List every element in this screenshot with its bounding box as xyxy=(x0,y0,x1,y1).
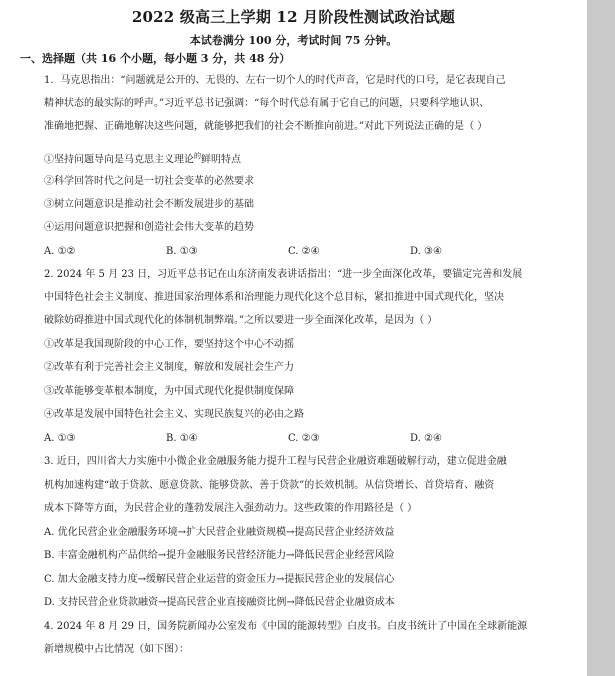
q3-option-b: B. 丰富金融机构产品供给→提升金融服务民营经济能力→降低民营企业经营风险 xyxy=(44,550,395,561)
viewer-scrollbar-track[interactable] xyxy=(587,0,615,676)
q2-stem-line-3: 破除妨碍推进中国式现代化的体制机制弊端。”之所以要进一步全面深化改革，是因为（ ） xyxy=(44,315,438,326)
q2-stem-line-1: 2. 2024 年 5 月 23 日，习近平总书记在山东济南发表讲话指出：“进一步全面深化改革，要锚定完善和发展 xyxy=(44,269,523,280)
exam-subtitle: 本试卷满分 100 分，考试时间 75 分钟。 xyxy=(189,34,398,47)
q2-statement-1: ①改革是我国现阶段的中心工作，要坚持这个中心不动摇 xyxy=(44,339,294,350)
section-heading: 一、选择题（共 16 个小题，每小题 3 分，共 48 分） xyxy=(20,52,291,65)
q1-statement-1-text: ①坚持问题导向是马克思主义理论 xyxy=(44,154,194,166)
q2-statement-4: ④改革是发展中国特色社会主义、实现民族复兴的必由之路 xyxy=(44,409,304,420)
q1-statement-3: ③树立问题意识是推动社会不断发展进步的基础 xyxy=(44,199,254,210)
q3-option-a: A. 优化民营企业金融服务环境→扩大民营企业融资规模→提高民营企业经济效益 xyxy=(44,527,395,538)
q1-choice-a: A. ①② xyxy=(44,246,76,257)
q1-choice-d: D. ③④ xyxy=(410,246,442,257)
q1-choice-c: C. ②④ xyxy=(288,246,320,257)
q4-stem-line-1: 4. 2024 年 8 月 29 日，国务院新闻办公室发布《中国的能源转型》白皮书。白皮书统计了中国在全球新能源 xyxy=(44,621,528,632)
q1-statement-1-tail: 鲜明特点 xyxy=(201,154,241,166)
q1-stem-line-2: 精神状态的最实际的呼声。”习近平总书记强调：“每个时代总有属于它自己的问题，只要科学地认识、 xyxy=(44,98,490,109)
q2-stem-line-2: 中国特色社会主义制度、推进国家治理体系和治理能力现代化这个总目标，紧扣推进中国式现代化，坚决 xyxy=(44,292,504,303)
q3-option-c: C. 加大金融支持力度→缓解民营企业运营的资金压力→提振民营企业的发展信心 xyxy=(44,574,395,585)
q1-statement-1-sup: 的 xyxy=(194,152,201,160)
q1-statement-4: ④运用问题意识把握和创造社会伟大变革的趋势 xyxy=(44,222,254,233)
q1-stem-line-1: 1．马克思指出：“问题就是公开的、无畏的、左右一切个人的时代声音，它是时代的口号，是它表现自己 xyxy=(44,75,506,86)
q2-choice-c: C. ②③ xyxy=(288,433,320,444)
q1-statement-1 xyxy=(44,149,241,167)
exam-title: 2022 级高三上学期 12 月阶段性测试政治试题 xyxy=(131,8,456,26)
q2-choice-b: B. ①④ xyxy=(166,433,198,444)
q3-stem-line-1: 3. 近日，四川省大力实施中小微企业金融服务能力提升工程与民营企业融资难题破解行动，建立促进金融 xyxy=(44,456,507,467)
q1-stem-line-3: 准确地把握、正确地解决这些问题，就能够把我们的社会不断推向前进。”对此下列说法正确的是（ ） xyxy=(44,121,488,132)
q2-statement-2: ②改革有利于完善社会主义制度，解放和发展社会生产力 xyxy=(44,362,294,373)
q1-statement-2: ②科学回答时代之问是一切社会变革的必然要求 xyxy=(44,176,254,187)
q3-stem-line-3: 成本下降等方面，为民营企业的蓬勃发展注入强劲动力。这些政策的作用路径是（ ） xyxy=(44,503,418,514)
q2-statement-3: ③改革能够变革根本制度，为中国式现代化提供制度保障 xyxy=(44,386,294,397)
q2-choice-a: A. ①③ xyxy=(44,433,76,444)
q2-choice-d: D. ②④ xyxy=(410,433,442,444)
q3-stem-line-2: 机构加速构建“敢于贷款、愿意贷款、能够贷款、善于贷款”的长效机制。从信贷增长、首贷培育、融资 xyxy=(44,480,495,491)
q1-choice-b: B. ①③ xyxy=(166,246,198,257)
q4-stem-line-2: 新增规模中占比情况（如下图）： xyxy=(44,644,189,655)
q3-option-d: D. 支持民营企业贷款融资→提高民营企业直接融资比例→降低民营企业融资成本 xyxy=(44,597,395,608)
